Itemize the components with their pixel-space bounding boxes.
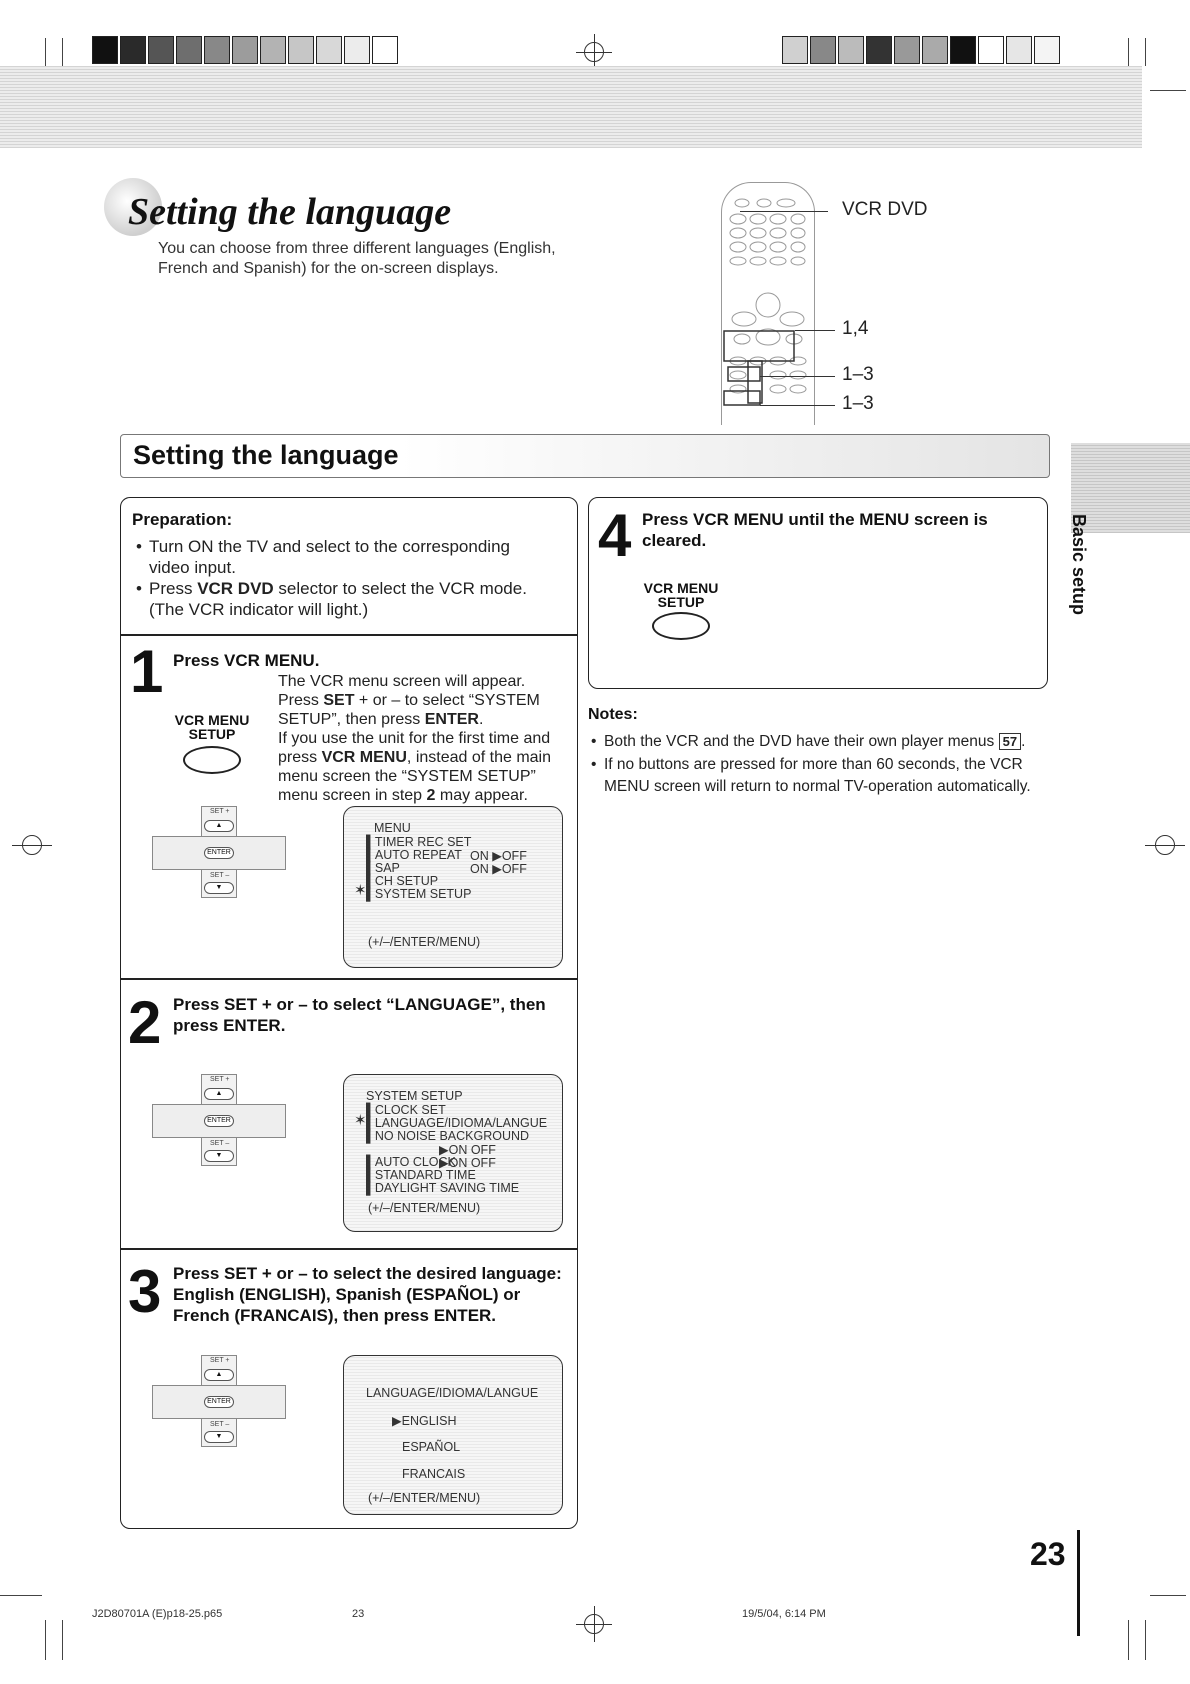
set-up-key[interactable]: ▲: [204, 1088, 234, 1100]
divider: [120, 1248, 578, 1250]
language-option-selected: ▶ENGLISH: [392, 1414, 457, 1428]
language-screen: [343, 1355, 563, 1515]
step-text: If you use the unit for the first time and: [278, 730, 551, 747]
callout-line: [795, 330, 835, 331]
menu-item: ▌DAYLIGHT SAVING TIME: [366, 1181, 520, 1195]
print-date: 19/5/04, 6:14 PM: [742, 1608, 826, 1620]
menu-value: ON ▶OFF: [470, 862, 527, 876]
intro-text: French and Spanish) for the on-screen displays.: [158, 260, 499, 277]
vcr-menu-label: VCR MENU SETUP: [174, 712, 250, 742]
prep-text: video input.: [149, 558, 236, 577]
menu-value: ▶ON OFF: [439, 1156, 496, 1170]
header-band: [0, 66, 1142, 148]
section-title: Setting the language: [133, 440, 399, 470]
prep-text: Turn ON the TV and select to the corresponding: [149, 537, 510, 556]
set-down-key[interactable]: ▼: [204, 882, 234, 894]
screen-footer: (+/–/ENTER/MENU): [368, 935, 481, 949]
remote-label-step: 1–3: [842, 393, 874, 414]
step-heading: Press VCR MENU.: [173, 651, 320, 670]
dpad-up-label: SET +: [210, 808, 230, 815]
crop-mark: [1150, 1595, 1186, 1596]
cursor-flash-icon: ✶: [354, 882, 367, 899]
menu-item: ▌SAP: [366, 861, 400, 875]
side-tab-label: Basic setup: [1069, 514, 1089, 616]
menu-item-selected: ▌SYSTEM SETUP: [366, 887, 472, 901]
bullet: •: [136, 579, 142, 598]
page-number-rule: [1077, 1530, 1080, 1636]
menu-item: ▌STANDARD TIME: [366, 1168, 476, 1182]
step-heading: cleared.: [642, 531, 707, 550]
divider: [120, 978, 578, 980]
remote-label-vcr-dvd: VCR DVD: [842, 199, 928, 220]
step-number: 3: [128, 1258, 162, 1325]
step-text: menu screen the “SYSTEM SETUP”: [278, 768, 536, 785]
menu-item: ▌TIMER REC SET: [366, 835, 472, 849]
dpad-down-label: SET –: [210, 872, 230, 879]
note-text: If no buttons are pressed for more than 60 seconds, the VCR: [604, 756, 1023, 773]
remote-label-step: 1,4: [842, 318, 869, 339]
registration-line: [1145, 845, 1185, 846]
page-title: Setting the language: [128, 191, 452, 233]
prep-text: (The VCR indicator will light.): [149, 600, 369, 619]
menu-value: ON ▶OFF: [470, 849, 527, 863]
enter-key[interactable]: ENTER: [204, 847, 234, 859]
step-number: 1: [130, 638, 164, 705]
menu-value: ▶ON OFF: [439, 1143, 496, 1157]
dpad-up-label: SET +: [210, 1076, 230, 1083]
enter-key[interactable]: ENTER: [204, 1115, 234, 1127]
set-up-key[interactable]: ▲: [204, 1369, 234, 1381]
crop-mark: [1145, 1620, 1146, 1660]
enter-key[interactable]: ENTER: [204, 1396, 234, 1408]
remote-illustration: [721, 182, 815, 425]
step-text: menu screen in step 2 may appear.: [278, 787, 528, 804]
menu-item: ▌AUTO CLOCK: [366, 1155, 456, 1169]
notes-title: Notes:: [588, 706, 638, 723]
dpad-illustration: [150, 1355, 290, 1451]
step-heading: press ENTER.: [173, 1016, 286, 1035]
menu-item: ▌NO NOISE BACKGROUND: [366, 1129, 530, 1143]
screen-title: MENU: [374, 821, 411, 835]
step-text: The VCR menu screen will appear.: [278, 673, 526, 690]
registration-line: [594, 34, 595, 70]
dpad-illustration: [150, 806, 290, 902]
step-heading: Press SET + or – to select “LANGUAGE”, then: [173, 995, 546, 1014]
language-option: ESPAÑOL: [402, 1440, 461, 1454]
crop-mark: [1128, 1620, 1129, 1660]
step-text: SETUP”, then press ENTER.: [278, 711, 484, 728]
crop-mark: [45, 1620, 46, 1660]
screen-footer: (+/–/ENTER/MENU): [368, 1201, 481, 1215]
callout-line: [760, 376, 835, 377]
vcr-menu-setup-button[interactable]: [652, 612, 710, 640]
step-heading: Press VCR MENU until the MENU screen is: [642, 510, 988, 529]
step-text: press VCR MENU, instead of the main: [278, 749, 552, 766]
set-down-key[interactable]: ▼: [204, 1150, 234, 1162]
remote-label-step: 1–3: [842, 364, 874, 385]
intro-text: You can choose from three different languages (English,: [158, 240, 556, 257]
callout-line: [740, 211, 828, 212]
file-name: J2D80701A (E)p18-25.p65: [92, 1608, 223, 1620]
preparation-title: Preparation:: [132, 510, 233, 529]
bullet: •: [591, 756, 597, 773]
screen-title: SYSTEM SETUP: [366, 1089, 463, 1103]
dpad-illustration: [150, 1074, 290, 1170]
note-text: MENU screen will return to normal TV-operation automatically.: [604, 778, 1031, 795]
menu-item: ▌AUTO REPEAT: [366, 848, 462, 862]
step-heading: French (FRANCAIS), then press ENTER.: [173, 1306, 497, 1325]
bullet: •: [591, 733, 597, 750]
vcr-menu-label: VCR MENU SETUP: [643, 580, 719, 610]
footer-page: 23: [352, 1608, 365, 1620]
vcr-menu-setup-button[interactable]: [183, 746, 241, 774]
step-number: 4: [598, 502, 632, 569]
divider: [120, 634, 578, 636]
menu-screen: [343, 806, 563, 968]
cursor-flash-icon: ✶: [354, 1112, 367, 1129]
page-number: 23: [1030, 1536, 1066, 1572]
menu-item: ▌CLOCK SET: [366, 1103, 446, 1117]
bullet: •: [136, 537, 142, 556]
language-option: FRANCAIS: [402, 1467, 466, 1481]
step-heading: Press SET + or – to select the desired language:: [173, 1264, 562, 1283]
system-setup-screen: [343, 1074, 563, 1232]
step-heading: English (ENGLISH), Spanish (ESPAÑOL) or: [173, 1285, 521, 1304]
screen-footer: (+/–/ENTER/MENU): [368, 1491, 481, 1505]
registration-line: [594, 1606, 595, 1642]
prep-text: Press VCR DVD selector to select the VCR mode.: [149, 579, 527, 598]
page-ref: 57: [999, 733, 1021, 750]
dpad-down-label: SET –: [210, 1421, 230, 1428]
note-text: Both the VCR and the DVD have their own player menus 57 .: [604, 733, 1026, 750]
crop-mark: [62, 1620, 63, 1660]
step-text: Press SET + or – to select “SYSTEM: [278, 692, 540, 709]
callout-line: [760, 405, 835, 406]
set-up-key[interactable]: ▲: [204, 820, 234, 832]
step-number: 2: [128, 989, 162, 1056]
crop-mark: [0, 1595, 42, 1596]
registration-line: [12, 845, 52, 846]
menu-item: ▌CH SETUP: [366, 874, 439, 888]
screen-title: LANGUAGE/IDIOMA/LANGUE: [366, 1386, 539, 1400]
dpad-down-label: SET –: [210, 1140, 230, 1147]
menu-item-selected: ▌LANGUAGE/IDIOMA/LANGUE: [366, 1116, 548, 1130]
dpad-up-label: SET +: [210, 1357, 230, 1364]
set-down-key[interactable]: ▼: [204, 1431, 234, 1443]
